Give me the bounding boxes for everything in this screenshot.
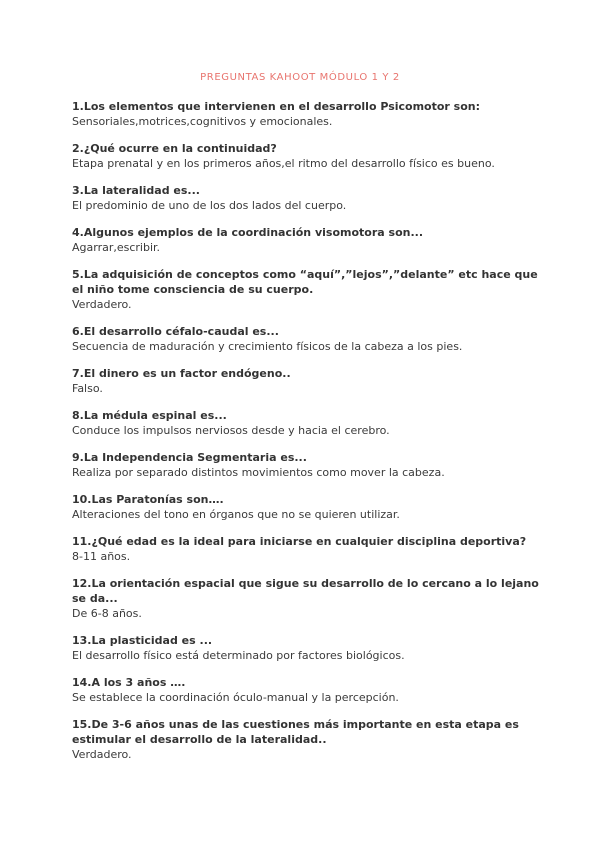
answer-6: Secuencia de maduración y crecimiento físicos de la cabeza a los pies. [72, 340, 463, 353]
answer-15: Verdadero. [72, 748, 132, 761]
answer-11: 8-11 años. [72, 550, 131, 563]
qa-item-5 [72, 267, 542, 312]
question-12: 12.La orientación espacial que sigue su desarrollo de lo cercano a lo lejano se da... [72, 577, 543, 605]
qa-item-1 [72, 99, 542, 129]
qa-list [72, 99, 542, 762]
question-15: 15.De 3-6 años unas de las cuestiones más importante en esta etapa es estimular el desarrollo de la lateralidad.. [72, 718, 523, 746]
answer-7: Falso. [72, 382, 103, 395]
question-5: 5.La adquisición de conceptos como “aquí”,”lejos”,”delante” etc hace que el niño tome consciencia de su cuerpo. [72, 268, 542, 296]
answer-3: El predominio de uno de los dos lados del cuerpo. [72, 199, 347, 212]
question-1: 1.Los elementos que intervienen en el desarrollo Psicomotor son: [72, 100, 481, 113]
qa-item-14 [72, 675, 542, 705]
answer-14: Se establece la coordinación óculo-manual y la percepción. [72, 691, 399, 704]
question-6: 6.El desarrollo céfalo-caudal es... [72, 325, 279, 338]
answer-9: Realiza por separado distintos movimientos como mover la cabeza. [72, 466, 445, 479]
question-9: 9.La Independencia Segmentaria es... [72, 451, 307, 464]
answer-4: Agarrar,escribir. [72, 241, 161, 254]
answer-5: Verdadero. [72, 298, 132, 311]
answer-8: Conduce los impulsos nerviosos desde y hacia el cerebro. [72, 424, 390, 437]
question-8: 8.La médula espinal es... [72, 409, 227, 422]
question-11: 11.¿Qué edad es la ideal para iniciarse en cualquier disciplina deportiva? [72, 535, 527, 548]
qa-item-12 [72, 576, 542, 621]
qa-item-15 [72, 717, 542, 762]
question-13: 13.La plasticidad es ... [72, 634, 213, 647]
answer-10: Alteraciones del tono en órganos que no se quieren utilizar. [72, 508, 400, 521]
answer-1: Sensoriales,motrices,cognitivos y emocionales. [72, 115, 333, 128]
question-3: 3.La lateralidad es... [72, 184, 200, 197]
document-title: PREGUNTAS KAHOOT MÓDULO 1 Y 2 [200, 72, 400, 83]
question-4: 4.Algunos ejemplos de la coordinación visomotora son... [72, 226, 424, 239]
qa-item-7 [72, 366, 542, 396]
answer-12: De 6-8 años. [72, 607, 142, 620]
qa-item-8 [72, 408, 542, 438]
question-14: 14.A los 3 años …. [72, 676, 186, 689]
question-7: 7.El dinero es un factor endógeno.. [72, 367, 291, 380]
qa-item-6 [72, 324, 542, 354]
qa-item-9 [72, 450, 542, 480]
qa-item-3 [72, 183, 542, 213]
qa-item-2 [72, 141, 542, 171]
qa-item-4 [72, 225, 542, 255]
question-2: 2.¿Qué ocurre en la continuidad? [72, 142, 277, 155]
question-10: 10.Las Paratonías son…. [72, 493, 224, 506]
qa-item-10 [72, 492, 542, 522]
qa-item-11 [72, 534, 542, 564]
qa-item-13 [72, 633, 542, 663]
answer-2: Etapa prenatal y en los primeros años,el ritmo del desarrollo físico es bueno. [72, 157, 495, 170]
answer-13: El desarrollo físico está determinado por factores biológicos. [72, 649, 405, 662]
